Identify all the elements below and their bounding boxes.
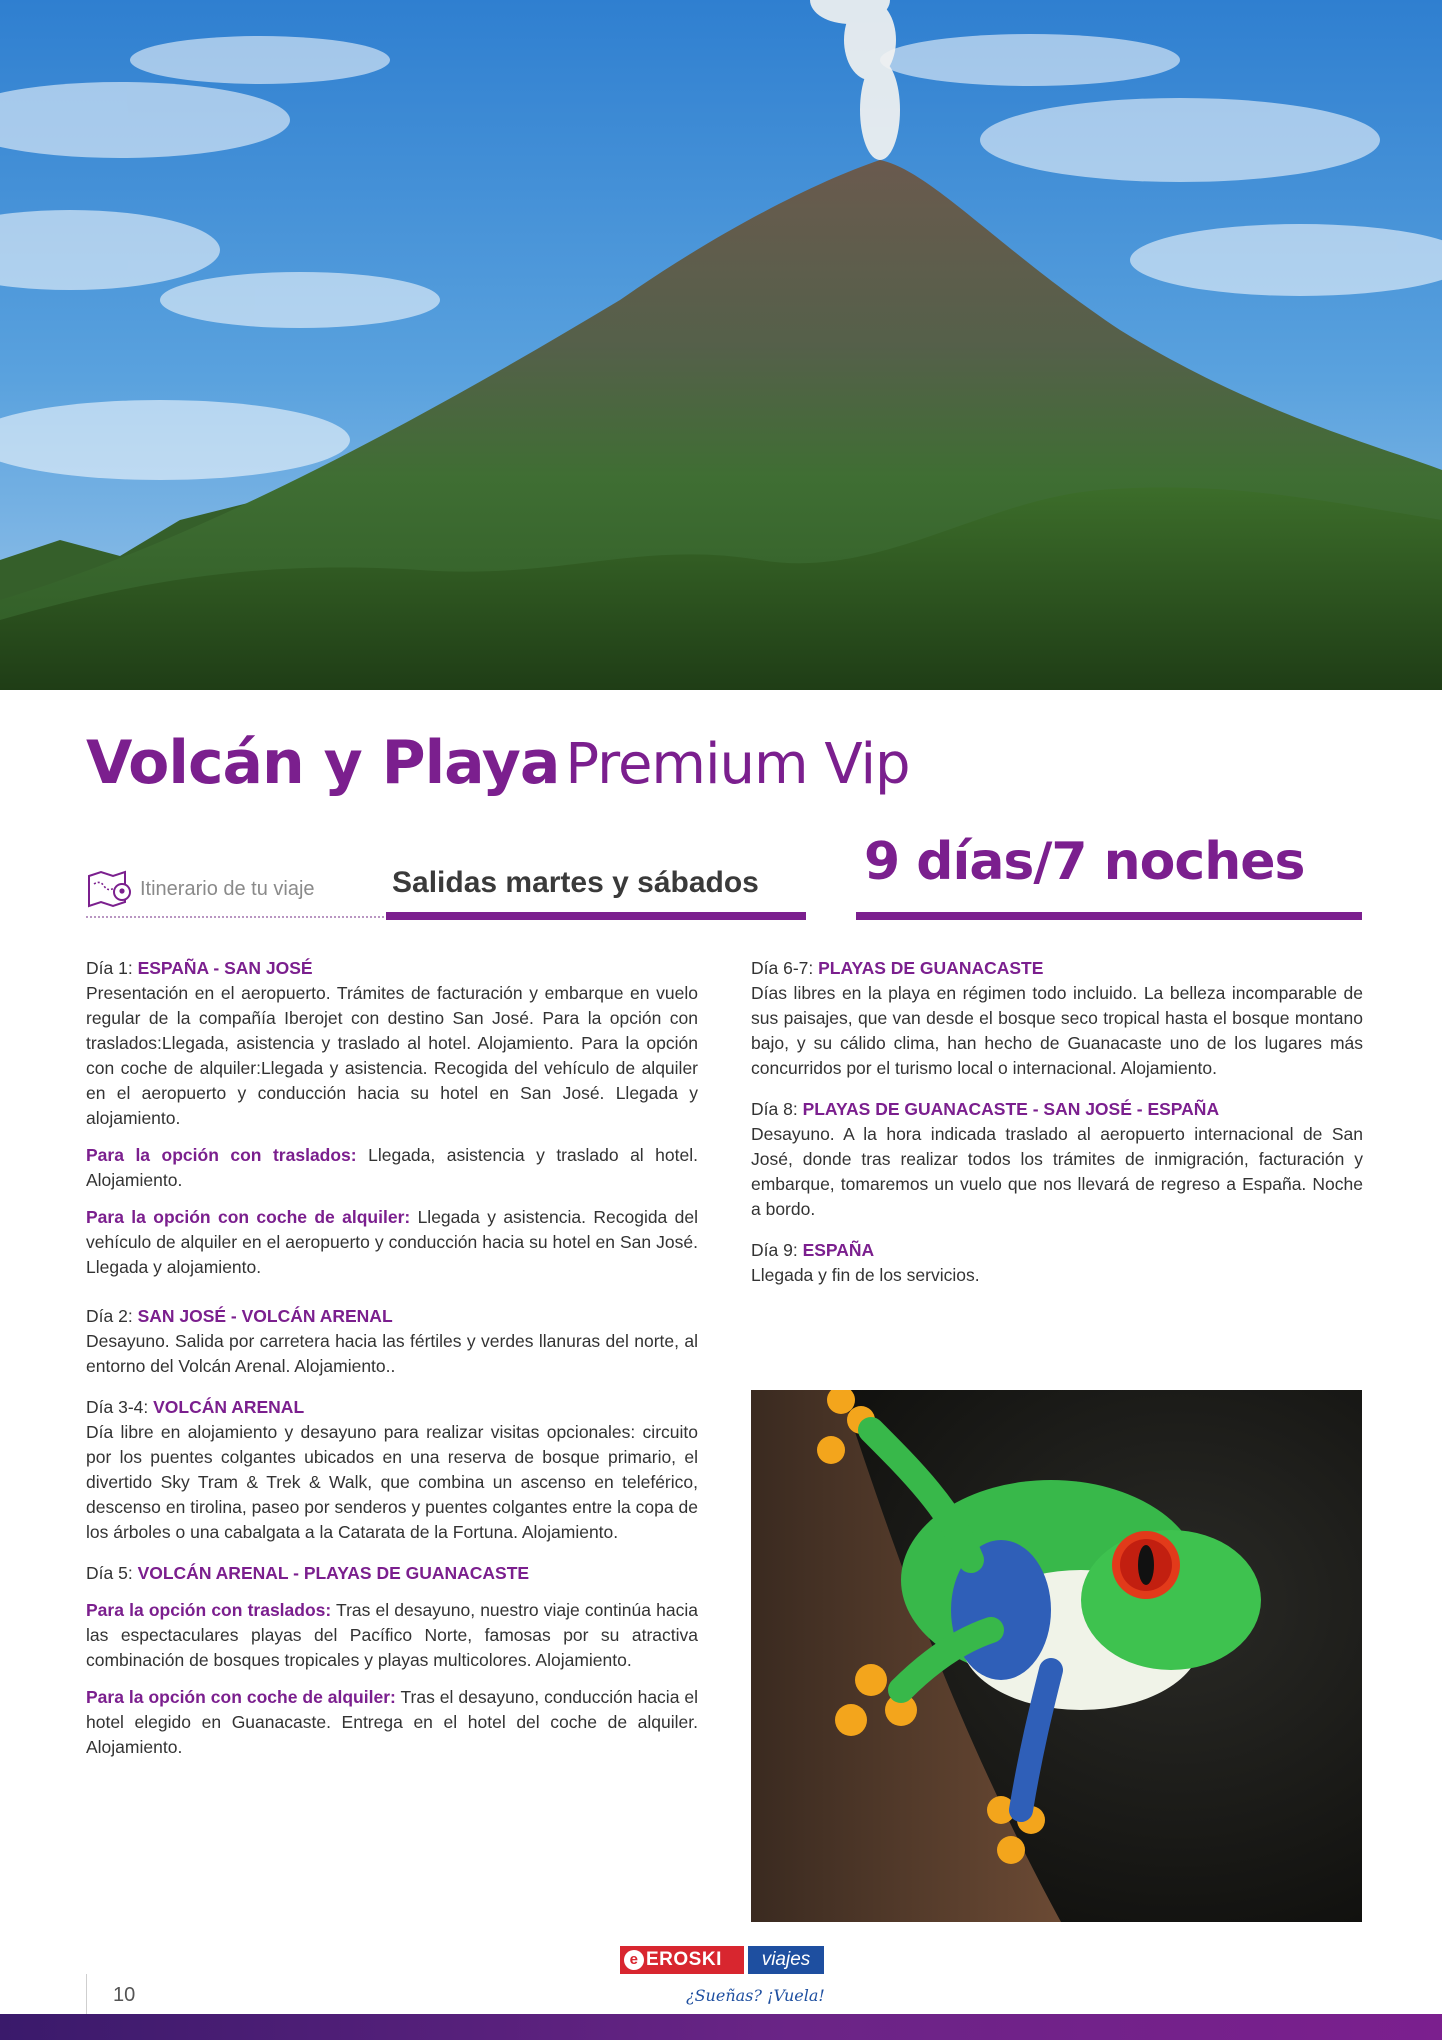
day-5-option-car [86,1685,698,1760]
option-car-text: Tras el desayuno, conducción hacia el hotel elegido en Guanacaste. Entrega en el hotel del coche de alquiler. Alojamiento. [86,1687,699,1757]
tree-frog-illustration [751,1390,1362,1922]
day-3-number: Día 3-4: [86,1397,154,1417]
departures-banner [386,856,806,920]
day-3-place: VOLCÁN ARENAL [153,1397,305,1417]
day-2-heading [86,1304,698,1329]
day-5-number: Día 5: [86,1563,138,1583]
option-car-text: Llegada y asistencia. Recogida del vehículo de alquiler en el aeropuerto y conducción hacia su hotel en San José. Llegada y alojamiento. [86,1207,699,1277]
option-car-label: Para la opción con coche de alquiler: [86,1207,411,1227]
day-9-text: Llegada y fin de los servicios. [751,1265,980,1285]
day-2-text: Desayuno. Salida por carretera hacia las fértiles y verdes llanuras del norte, al entorno del Volcán Arenal. Alojamiento.. [86,1331,698,1376]
day-9-heading [751,1238,1363,1263]
day-1-heading [86,956,698,981]
itinerary-left-column [86,952,698,1760]
option-transfer-label: Para la opción con traslados: [86,1600,332,1620]
day-8-text: Desayuno. A la hora indicada traslado al aeropuerto internacional de San José, donde tras realizar todos los trámites de inmigración, facturación y embarque, tomaremos un vuelo que nos llevará de regreso a España. Noche a bordo. [751,1124,1363,1219]
day-2-place: SAN JOSÉ - VOLCÁN ARENAL [137,1306,393,1326]
day-6-heading [751,956,1363,981]
page-number-text: 10 [113,1984,136,2006]
brand-name: EROSKI [646,1949,722,1970]
day-2-number: Día 2: [86,1306,138,1326]
day-8-place: PLAYAS DE GUANACASTE - SAN JOSÉ - ESPAÑA [802,1099,1220,1119]
itinerary-header [86,862,384,918]
day-1-number: Día 1: [86,958,138,978]
day-1-place: ESPAÑA - SAN JOSÉ [137,958,313,978]
map-pin-icon [86,868,134,908]
day-1-option-transfer [86,1143,698,1193]
day-6-text: Días libres en la playa en régimen todo incluido. La belleza incomparable de sus paisajes, que van desde el bosque seco tropical hasta el bosque montano bajo, y su cálido clima, han hecho de Guanacaste uno de los lugares más concurridos por el turismo local o internacional. Alojamiento. [751,983,1363,1078]
day-1-text: Presentación en el aeropuerto. Trámites de facturación y embarque en vuelo regular de la compañía Iberojet con destino San José. Para la opción con traslados:Llegada, asistencia y traslado al hotel. Alojamiento. Para la opción con coche de alquiler:Llegada y asistencia. Recogida del vehículo de alquiler en el aeropuerto y conducción hacia su hotel en San José. Llegada y alojamiento. [86,983,698,1128]
frog-photo [751,1390,1362,1922]
day-9-number: Día 9: [751,1240,803,1260]
itinerary-label: Itinerario de tu viaje [140,878,315,900]
departures-text: Salidas martes y sábados [392,866,759,899]
itinerary-right-column [751,952,1363,1288]
day-9-place: ESPAÑA [802,1240,875,1260]
brand-viajes: viajes [748,1946,824,1974]
day-3-heading [86,1395,698,1420]
brand-slogan: ¿Sueñas? ¡Vuela! [686,1986,825,2005]
option-transfer-label: Para la opción con traslados: [86,1145,357,1165]
duration-banner [856,832,1362,920]
option-car-label: Para la opción con coche de alquiler: [86,1687,396,1707]
day-3-text: Día libre en alojamiento y desayuno para realizar visitas opcionales: circuito por los puentes colgantes ubicados en una reserva de bosque primario, el divertido Sky Tram & Trek & Walk, que combina un ascenso en teleférico, descenso en tirolina, paseo por senderos y puentes colgantes entre la copa de los árboles o una cabalgata a la Catarata de la Fortuna. Alojamiento. [86,1422,698,1542]
option-transfer-text: Tras el desayuno, nuestro viaje continúa hacia las espectaculares playas del Pacífico Norte, famosas por su atractiva combinación de bosques tropicales y playas multicolores. Alojamiento. [86,1600,698,1670]
duration-text: 9 días/7 noches [864,832,1305,892]
page-title [86,728,910,798]
eroski-e-icon: e [624,1950,644,1970]
day-5-option-transfer [86,1598,698,1673]
day-5-place: VOLCÁN ARENAL - PLAYAS DE GUANACASTE [137,1563,530,1583]
brand-logo [620,1946,824,2022]
brand-eroski [620,1946,744,1974]
title-sub: Premium Vip [565,732,910,797]
bottom-color-bar [0,2014,1442,2040]
day-6-place: PLAYAS DE GUANACASTE [818,958,1044,978]
option-transfer-text: Llegada, asistencia y traslado al hotel. Alojamiento. [86,1145,698,1190]
day-8-heading [751,1097,1363,1122]
title-main: Volcán y Playa [86,728,560,798]
hero-volcano-photo [0,0,1442,690]
day-1-option-car [86,1205,698,1280]
volcano-illustration [0,0,1442,690]
day-8-number: Día 8: [751,1099,803,1119]
day-6-number: Día 6-7: [751,958,819,978]
day-5-heading [86,1561,698,1586]
